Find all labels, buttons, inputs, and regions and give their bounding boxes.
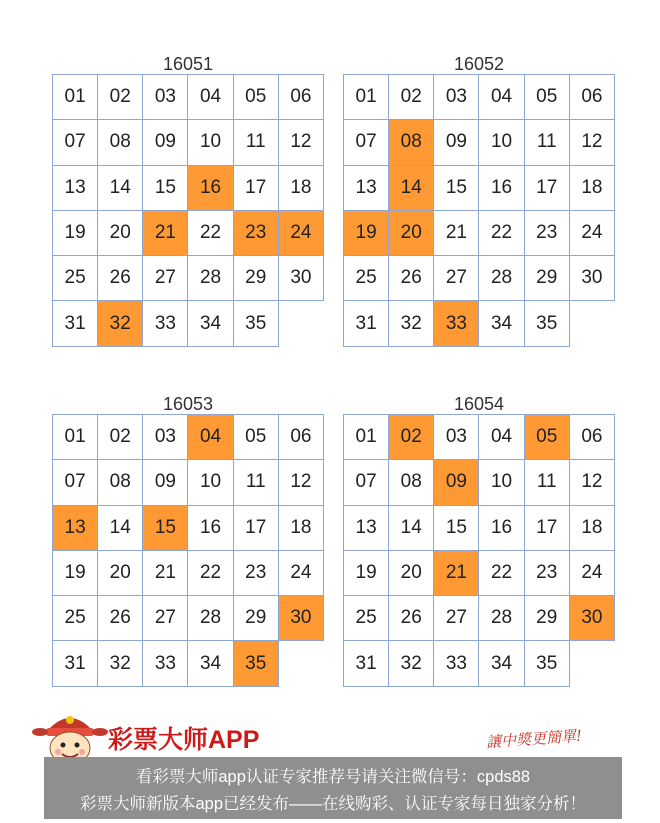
- number-cell: 13: [344, 165, 389, 210]
- number-cell: 29: [233, 596, 278, 641]
- number-cell: 25: [344, 256, 389, 301]
- number-cell: 13: [344, 505, 389, 550]
- grid-row: [53, 256, 324, 301]
- grid-row: [53, 596, 324, 641]
- number-cell: 24: [569, 210, 614, 255]
- number-cell-drawn: 20: [389, 210, 434, 255]
- number-cell-drawn: 32: [98, 301, 143, 346]
- number-cell-drawn: 05: [524, 415, 569, 460]
- number-cell: 22: [188, 210, 233, 255]
- number-cell: 35: [233, 301, 278, 346]
- number-cell: 32: [98, 641, 143, 686]
- number-cell: 04: [479, 75, 524, 120]
- empty-cell: [278, 641, 323, 686]
- grid-row: [344, 641, 615, 686]
- number-cell: 07: [344, 120, 389, 165]
- number-cell: 06: [569, 75, 614, 120]
- number-cell: 28: [479, 256, 524, 301]
- number-cell: 16: [479, 165, 524, 210]
- number-cell: 23: [524, 550, 569, 595]
- number-cell: 12: [569, 460, 614, 505]
- number-cell: 17: [233, 165, 278, 210]
- number-cell: 26: [389, 256, 434, 301]
- number-grid: [343, 74, 615, 347]
- grid-row: [53, 210, 324, 255]
- number-cell-drawn: 02: [389, 415, 434, 460]
- number-cell: 18: [278, 165, 323, 210]
- number-cell-drawn: 14: [389, 165, 434, 210]
- number-cell-drawn: 09: [434, 460, 479, 505]
- grid-row: [344, 75, 615, 120]
- number-cell: 02: [389, 75, 434, 120]
- number-cell: 22: [479, 550, 524, 595]
- number-cell-drawn: 08: [389, 120, 434, 165]
- number-cell: 30: [569, 256, 614, 301]
- empty-cell: [569, 301, 614, 346]
- wechat-info-text: 看彩票大师app认证专家推荐号请关注微信号：cpds88: [135, 768, 531, 786]
- grid-row: [53, 75, 324, 120]
- number-grid: [52, 414, 324, 687]
- number-cell: 09: [143, 460, 188, 505]
- number-cell: 12: [569, 120, 614, 165]
- number-cell: 02: [98, 415, 143, 460]
- number-cell: 31: [344, 641, 389, 686]
- number-cell: 12: [278, 460, 323, 505]
- number-cell: 23: [524, 210, 569, 255]
- brand-slogan: 讓中獎更簡單!: [485, 726, 583, 752]
- number-cell: 16: [479, 505, 524, 550]
- number-cell-drawn: 19: [344, 210, 389, 255]
- number-cell: 15: [434, 505, 479, 550]
- grid-row: [344, 301, 615, 346]
- number-cell: 03: [434, 75, 479, 120]
- number-cell: 34: [188, 301, 233, 346]
- empty-cell: [569, 641, 614, 686]
- number-cell-drawn: 16: [188, 165, 233, 210]
- number-cell: 14: [98, 165, 143, 210]
- number-cell: 11: [524, 460, 569, 505]
- number-cell: 34: [188, 641, 233, 686]
- grid-row: [344, 460, 615, 505]
- number-cell-drawn: 21: [434, 550, 479, 595]
- draw-issue-title: 16053: [162, 394, 214, 414]
- number-cell: 08: [98, 460, 143, 505]
- grid-row: [53, 460, 324, 505]
- number-cell: 26: [98, 596, 143, 641]
- number-grid: [343, 414, 615, 687]
- number-cell: 08: [98, 120, 143, 165]
- grid-row: [344, 165, 615, 210]
- number-cell: 33: [143, 301, 188, 346]
- number-cell: 01: [344, 415, 389, 460]
- number-cell: 01: [53, 415, 98, 460]
- number-cell: 35: [524, 301, 569, 346]
- number-cell: 22: [479, 210, 524, 255]
- number-cell: 01: [344, 75, 389, 120]
- grid-row: [53, 641, 324, 686]
- number-cell: 21: [143, 550, 188, 595]
- number-cell: 28: [188, 256, 233, 301]
- number-cell: 23: [233, 550, 278, 595]
- number-cell: 34: [479, 301, 524, 346]
- grid-row: [53, 165, 324, 210]
- number-cell: 24: [569, 550, 614, 595]
- empty-cell: [278, 301, 323, 346]
- number-cell: 07: [53, 120, 98, 165]
- draw-issue-title: 16054: [453, 394, 505, 414]
- number-cell: 03: [434, 415, 479, 460]
- number-cell: 19: [53, 550, 98, 595]
- number-cell-drawn: 33: [434, 301, 479, 346]
- number-cell: 25: [344, 596, 389, 641]
- number-cell: 34: [479, 641, 524, 686]
- number-cell: 22: [188, 550, 233, 595]
- number-cell-drawn: 13: [53, 505, 98, 550]
- number-cell: 14: [98, 505, 143, 550]
- number-cell: 14: [389, 505, 434, 550]
- number-cell: 07: [344, 460, 389, 505]
- number-cell: 15: [143, 165, 188, 210]
- release-info-text: 彩票大师新版本app已经发布——在线购彩、认证专家每日独家分析！: [79, 795, 587, 813]
- grid-row: [53, 505, 324, 550]
- number-cell: 27: [143, 256, 188, 301]
- number-cell: 24: [278, 550, 323, 595]
- grid-row: [53, 301, 324, 346]
- number-cell: 26: [98, 256, 143, 301]
- number-cell: 20: [98, 550, 143, 595]
- number-cell: 10: [479, 460, 524, 505]
- number-cell: 18: [569, 165, 614, 210]
- number-cell: 10: [188, 120, 233, 165]
- number-cell: 06: [278, 415, 323, 460]
- number-cell: 19: [344, 550, 389, 595]
- number-cell: 17: [524, 165, 569, 210]
- number-cell: 10: [188, 460, 233, 505]
- number-cell: 31: [53, 301, 98, 346]
- grid-row: [344, 415, 615, 460]
- number-cell-drawn: 30: [569, 596, 614, 641]
- number-cell: 08: [389, 460, 434, 505]
- number-cell: 06: [569, 415, 614, 460]
- number-cell: 19: [53, 210, 98, 255]
- grid-row: [344, 596, 615, 641]
- number-cell: 25: [53, 596, 98, 641]
- number-cell: 05: [233, 415, 278, 460]
- number-cell: 07: [53, 460, 98, 505]
- number-cell: 12: [278, 120, 323, 165]
- promo-footer: [0, 700, 660, 823]
- number-cell: 17: [233, 505, 278, 550]
- draw-issue-title: 16052: [453, 54, 505, 74]
- grid-row: [344, 210, 615, 255]
- number-cell: 06: [278, 75, 323, 120]
- number-cell: 27: [434, 596, 479, 641]
- number-cell: 09: [143, 120, 188, 165]
- number-cell: 29: [233, 256, 278, 301]
- grid-row: [53, 120, 324, 165]
- number-cell: 33: [143, 641, 188, 686]
- number-cell: 26: [389, 596, 434, 641]
- number-cell: 27: [143, 596, 188, 641]
- number-cell: 18: [569, 505, 614, 550]
- number-cell: 28: [479, 596, 524, 641]
- number-cell: 05: [233, 75, 278, 120]
- number-cell: 11: [233, 120, 278, 165]
- number-cell: 29: [524, 256, 569, 301]
- number-cell: 10: [479, 120, 524, 165]
- number-cell: 35: [524, 641, 569, 686]
- grid-row: [344, 505, 615, 550]
- grid-row: [344, 120, 615, 165]
- number-cell: 13: [53, 165, 98, 210]
- number-cell: 31: [53, 641, 98, 686]
- number-cell: 18: [278, 505, 323, 550]
- number-cell-drawn: 15: [143, 505, 188, 550]
- number-cell: 03: [143, 75, 188, 120]
- number-cell: 20: [98, 210, 143, 255]
- grid-row: [53, 415, 324, 460]
- draw-issue-title: 16051: [162, 54, 214, 74]
- number-cell: 17: [524, 505, 569, 550]
- number-cell: 05: [524, 75, 569, 120]
- number-cell: 32: [389, 301, 434, 346]
- number-cell: 02: [98, 75, 143, 120]
- number-cell-drawn: 35: [233, 641, 278, 686]
- number-cell: 04: [479, 415, 524, 460]
- number-cell: 15: [434, 165, 479, 210]
- number-cell: 27: [434, 256, 479, 301]
- number-cell: 33: [434, 641, 479, 686]
- number-cell: 16: [188, 505, 233, 550]
- brand-name: 彩票大师APP: [108, 726, 260, 754]
- grid-row: [344, 550, 615, 595]
- number-cell: 31: [344, 301, 389, 346]
- number-grid: [52, 74, 324, 347]
- number-cell: 11: [233, 460, 278, 505]
- number-cell-drawn: 30: [278, 596, 323, 641]
- grid-row: [344, 256, 615, 301]
- number-cell: 32: [389, 641, 434, 686]
- number-cell: 29: [524, 596, 569, 641]
- number-cell: 04: [188, 75, 233, 120]
- number-cell-drawn: 23: [233, 210, 278, 255]
- number-cell: 21: [434, 210, 479, 255]
- info-banner: [44, 757, 622, 819]
- number-cell: 01: [53, 75, 98, 120]
- grid-row: [53, 550, 324, 595]
- number-cell: 09: [434, 120, 479, 165]
- number-cell: 03: [143, 415, 188, 460]
- number-cell: 20: [389, 550, 434, 595]
- number-cell: 28: [188, 596, 233, 641]
- number-cell: 25: [53, 256, 98, 301]
- number-cell-drawn: 21: [143, 210, 188, 255]
- number-cell-drawn: 24: [278, 210, 323, 255]
- number-cell-drawn: 04: [188, 415, 233, 460]
- number-cell: 11: [524, 120, 569, 165]
- number-cell: 30: [278, 256, 323, 301]
